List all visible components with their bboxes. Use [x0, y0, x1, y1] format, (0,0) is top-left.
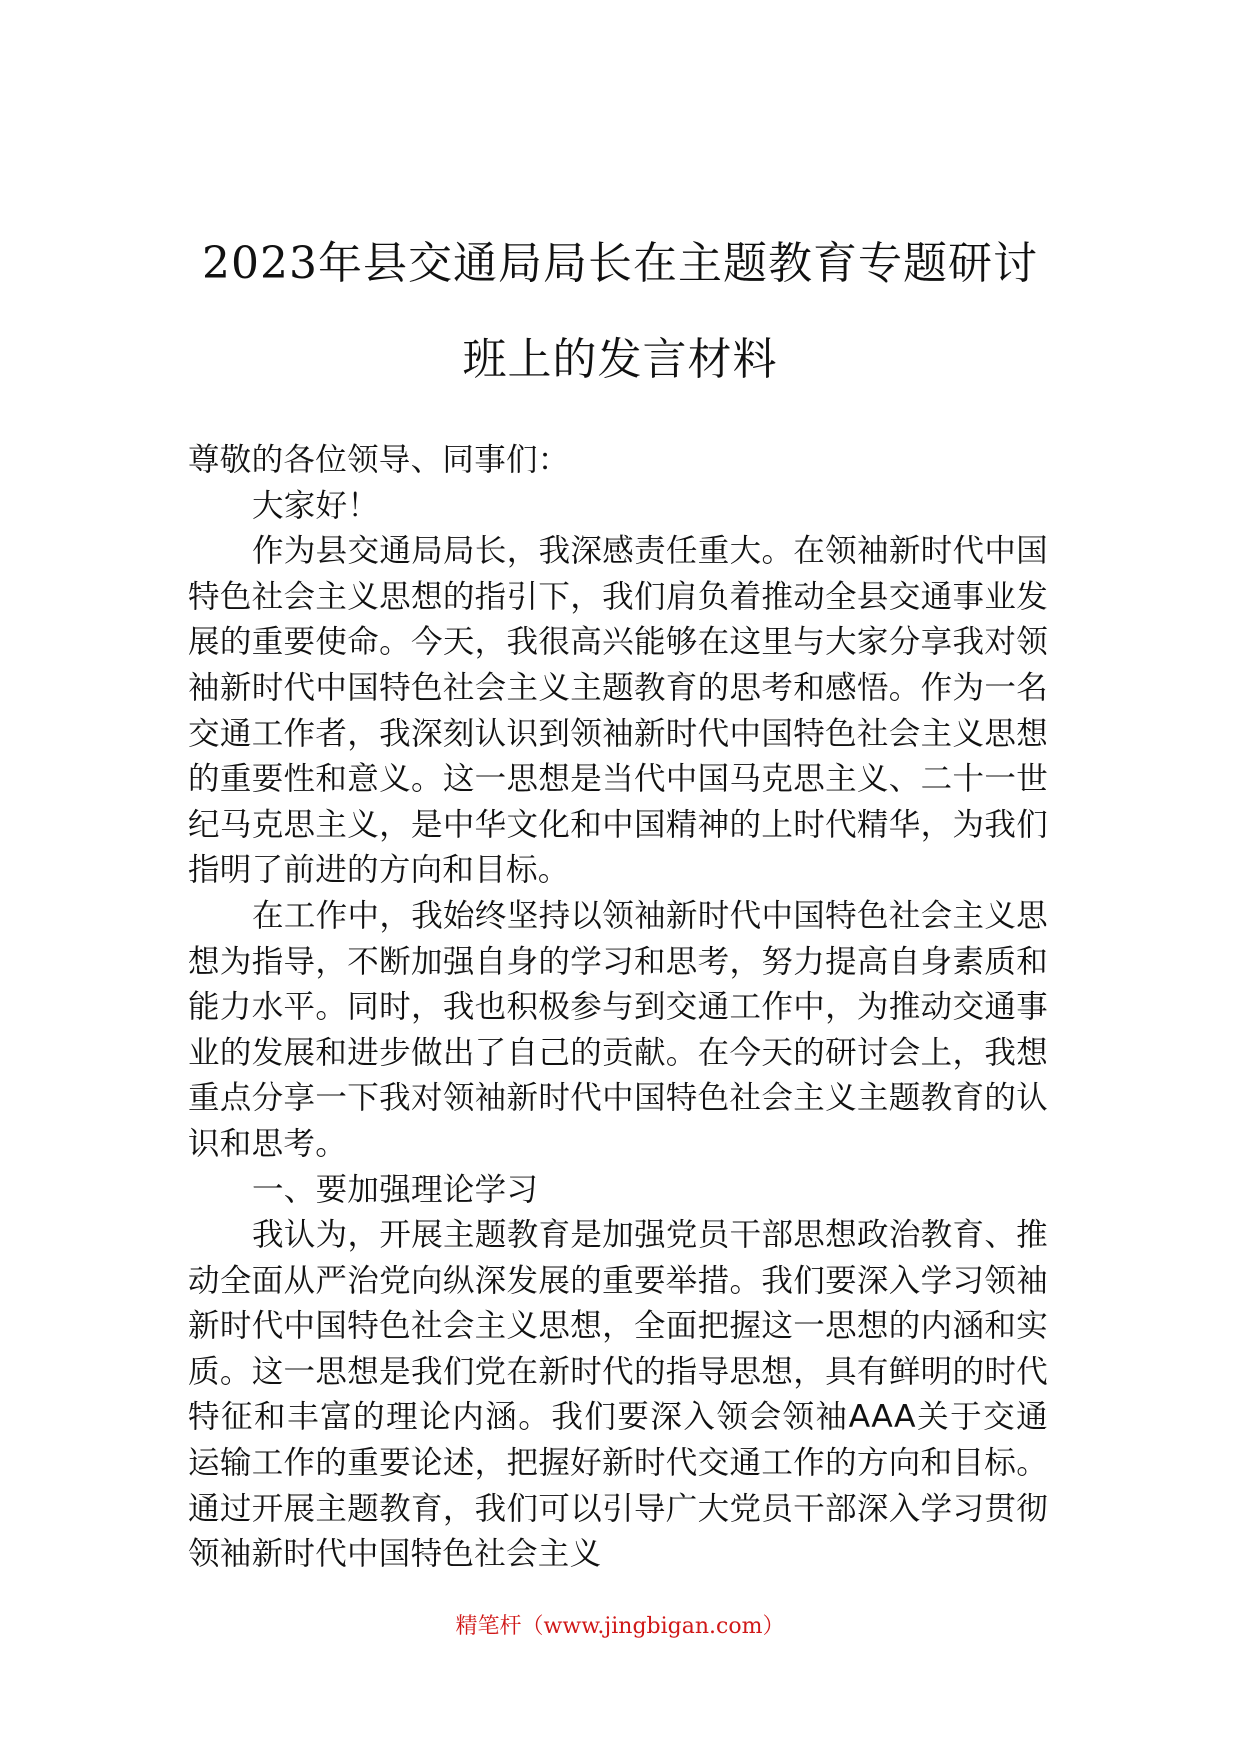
document-title-line-2: 班上的发言材料 — [462, 334, 778, 385]
document-body — [188, 438, 1048, 1578]
paragraph-introduction: 作为县交通局局长，我深感责任重大。在领袖新时代中国特色社会主义思想的指引下，我们肩负着推动全县交通事业发展的重要使命。今天，我很高兴能够在这里与大家分享我对领袖新时代中国特色社会主义主题教育的思考和感悟。作为一名交通工作者，我深刻认识到领袖新时代中国特色社会主义思想的重要性和意义。这一思想是当代中国马克思主义、二十一世纪马克思主义，是中华文化和中国精神的上时代精华，为我们指明了前进的方向和目标。 — [188, 533, 1048, 889]
paragraph-theory-study: 我认为，开展主题教育是加强党员干部思想政治教育、推动全面从严治党向纵深发展的重要举措。我们要深入学习领袖新时代中国特色社会主义思想，全面把握这一思想的内涵和实质。这一思想是我们党在新时代的指导思想，具有鲜明的时代特征和丰富的理论内涵。我们要深入领会领袖AAA关于交通运输工作的重要论述，把握好新时代交通工作的方向和目标。通过开展主题教育，我们可以引导广大党员干部深入学习贯彻领袖新时代中国特色社会主义 — [188, 1217, 1048, 1573]
footer-watermark-text: 精笔杆（www.jingbigan.com） — [455, 1614, 785, 1639]
paragraph-work: 在工作中，我始终坚持以领袖新时代中国特色社会主义思想为指导，不断加强自身的学习和思考，努力提高自身素质和能力水平。同时，我也积极参与到交通工作中，为推动交通事业的发展和进步做出了自己的贡献。在今天的研讨会上，我想重点分享一下我对领袖新时代中国特色社会主义主题教育的认识和思考。 — [188, 897, 1048, 1162]
section-heading-1: 一、要加强理论学习 — [252, 1171, 539, 1208]
paragraph-greeting: 大家好！ — [252, 487, 380, 524]
document-title-line-1: 2023年县交通局局长在主题教育专题研讨 — [202, 238, 1038, 289]
salutation: 尊敬的各位领导、同事们： — [188, 442, 570, 478]
